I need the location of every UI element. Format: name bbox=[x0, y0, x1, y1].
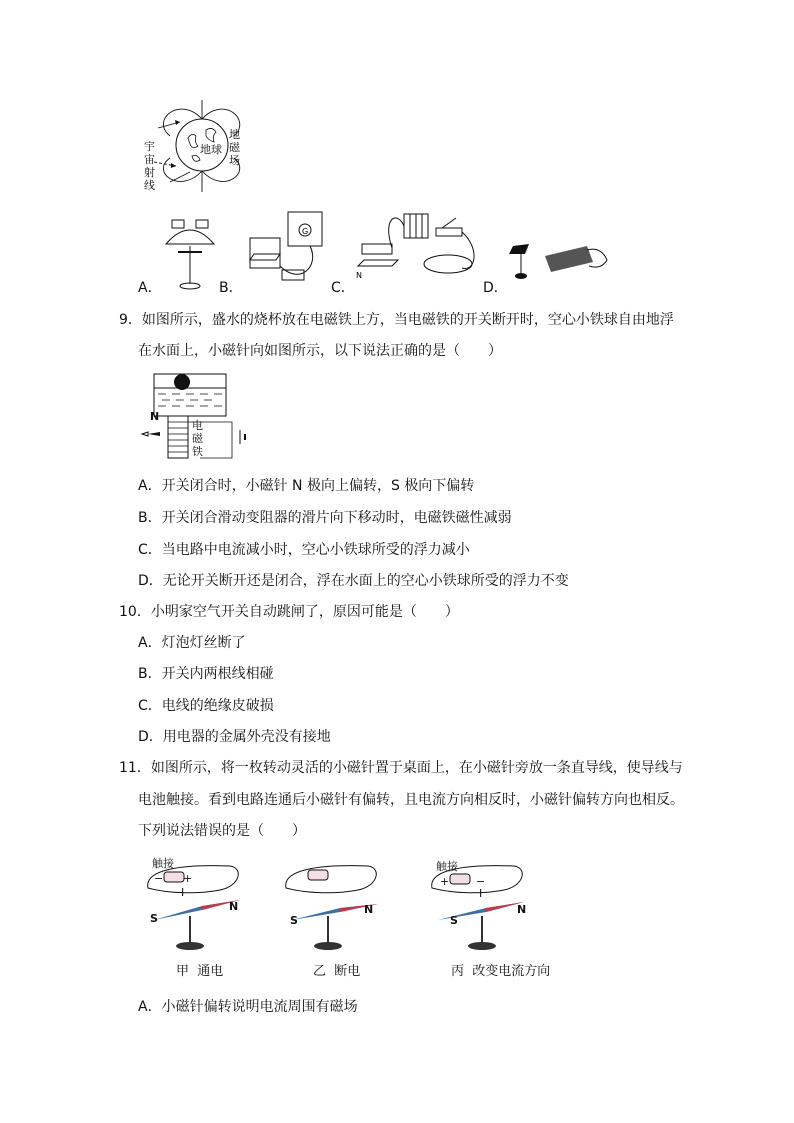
q11-stem-line2: 电池触接。看到电路连通后小磁针有偏转，且电流方向相反时，小磁针偏转方向也相反。 bbox=[138, 792, 684, 808]
cosmic-ray-label-1: 宇 bbox=[144, 140, 155, 153]
fig3-touch-label: 触接 bbox=[436, 860, 458, 873]
fig2-caption: 乙 断电 bbox=[313, 964, 361, 979]
q9-stem-line2: 在水面上，小磁针向如图所示，以下说法正确的是（ ） bbox=[138, 343, 502, 359]
fig1-touch-label: 触接 bbox=[152, 857, 174, 870]
q9-option-b[interactable]: B．开关闭合滑动变阻器的滑片向下移动时，电磁铁磁性减弱 bbox=[138, 510, 512, 526]
fig2-n-label: N bbox=[364, 903, 374, 916]
fig1-caption: 甲 通电 bbox=[176, 964, 224, 979]
option-c-figure bbox=[352, 208, 482, 286]
cosmic-ray-label-4: 线 bbox=[144, 179, 155, 192]
fig3-current-label: I bbox=[479, 887, 483, 900]
q8-option-c[interactable]: C． bbox=[331, 280, 355, 296]
q9-option-c[interactable]: C．当电路中电流减小时，空心小铁球所受的浮力减小 bbox=[138, 542, 470, 558]
electromagnet-label-3: 铁 bbox=[192, 445, 203, 458]
electromagnet-beaker-figure bbox=[140, 368, 270, 462]
field-label-2: 磁 bbox=[229, 141, 240, 154]
fig1-s-label: S bbox=[150, 912, 158, 925]
electromagnet-label-2: 磁 bbox=[192, 432, 203, 445]
fig3-caption: 丙 改变电流方向 bbox=[451, 964, 551, 979]
q11-stem-line3: 下列说法错误的是（ ） bbox=[138, 823, 306, 839]
svg-text:N: N bbox=[356, 271, 362, 280]
q11-stem-line1: 11．如图所示，将一枚转动灵活的小磁针置于桌面上，在小磁针旁放一条直导线，使导线与 bbox=[119, 760, 683, 776]
fig1-minus-label: − bbox=[154, 872, 164, 885]
q8-option-a[interactable]: A． bbox=[138, 280, 162, 296]
q10-option-a[interactable]: A．灯泡灯丝断了 bbox=[138, 635, 246, 651]
q10-stem: 10．小明家空气开关自动跳闸了，原因可能是（ ） bbox=[119, 604, 459, 620]
q9-option-a[interactable]: A．开关闭合时，小磁针 N 极向上偏转，S 极向下偏转 bbox=[138, 478, 475, 494]
fig1-current-label: I bbox=[181, 886, 185, 899]
fig3-s-label: S bbox=[450, 914, 458, 927]
cosmic-ray-label-2: 宙 bbox=[144, 153, 155, 166]
q11-option-a[interactable]: A．小磁针偏转说明电流周围有磁场 bbox=[138, 999, 358, 1015]
fig2-s-label: S bbox=[290, 914, 298, 927]
option-d-figure bbox=[505, 236, 613, 286]
q9-stem-line1: 9．如图所示，盛水的烧杯放在电磁铁上方，当电磁铁的开关断开时，空心小铁球自由地浮 bbox=[119, 312, 674, 328]
fig3-plus-label: + bbox=[440, 875, 450, 888]
q10-option-c[interactable]: C．电线的绝缘皮破损 bbox=[138, 698, 274, 714]
fig1-n-label: N bbox=[229, 900, 239, 913]
earth-label: 地球 bbox=[200, 143, 222, 156]
fig1-plus-label: + bbox=[183, 872, 193, 885]
q9-option-d[interactable]: D．无论开关断开还是闭合，浮在水面上的空心小铁球所受的浮力不变 bbox=[138, 573, 569, 589]
q8-option-d[interactable]: D． bbox=[483, 280, 508, 296]
field-label-3: 场 bbox=[229, 154, 240, 167]
cosmic-ray-label-3: 射 bbox=[144, 166, 155, 179]
field-label-1: 地 bbox=[229, 128, 240, 141]
option-a-figure bbox=[160, 212, 220, 292]
fig3-n-label: N bbox=[517, 903, 527, 916]
fig3-minus-label: − bbox=[476, 875, 486, 888]
svg-text:G: G bbox=[302, 227, 309, 236]
option-b-figure bbox=[240, 206, 332, 288]
q8-option-b[interactable]: B． bbox=[219, 280, 243, 296]
compass-n-label: N bbox=[150, 410, 160, 423]
electromagnet-label-1: 电 bbox=[192, 419, 203, 432]
q10-option-d[interactable]: D．用电器的金属外壳没有接地 bbox=[138, 729, 331, 745]
q10-option-b[interactable]: B．开关内两根线相碰 bbox=[138, 666, 274, 682]
